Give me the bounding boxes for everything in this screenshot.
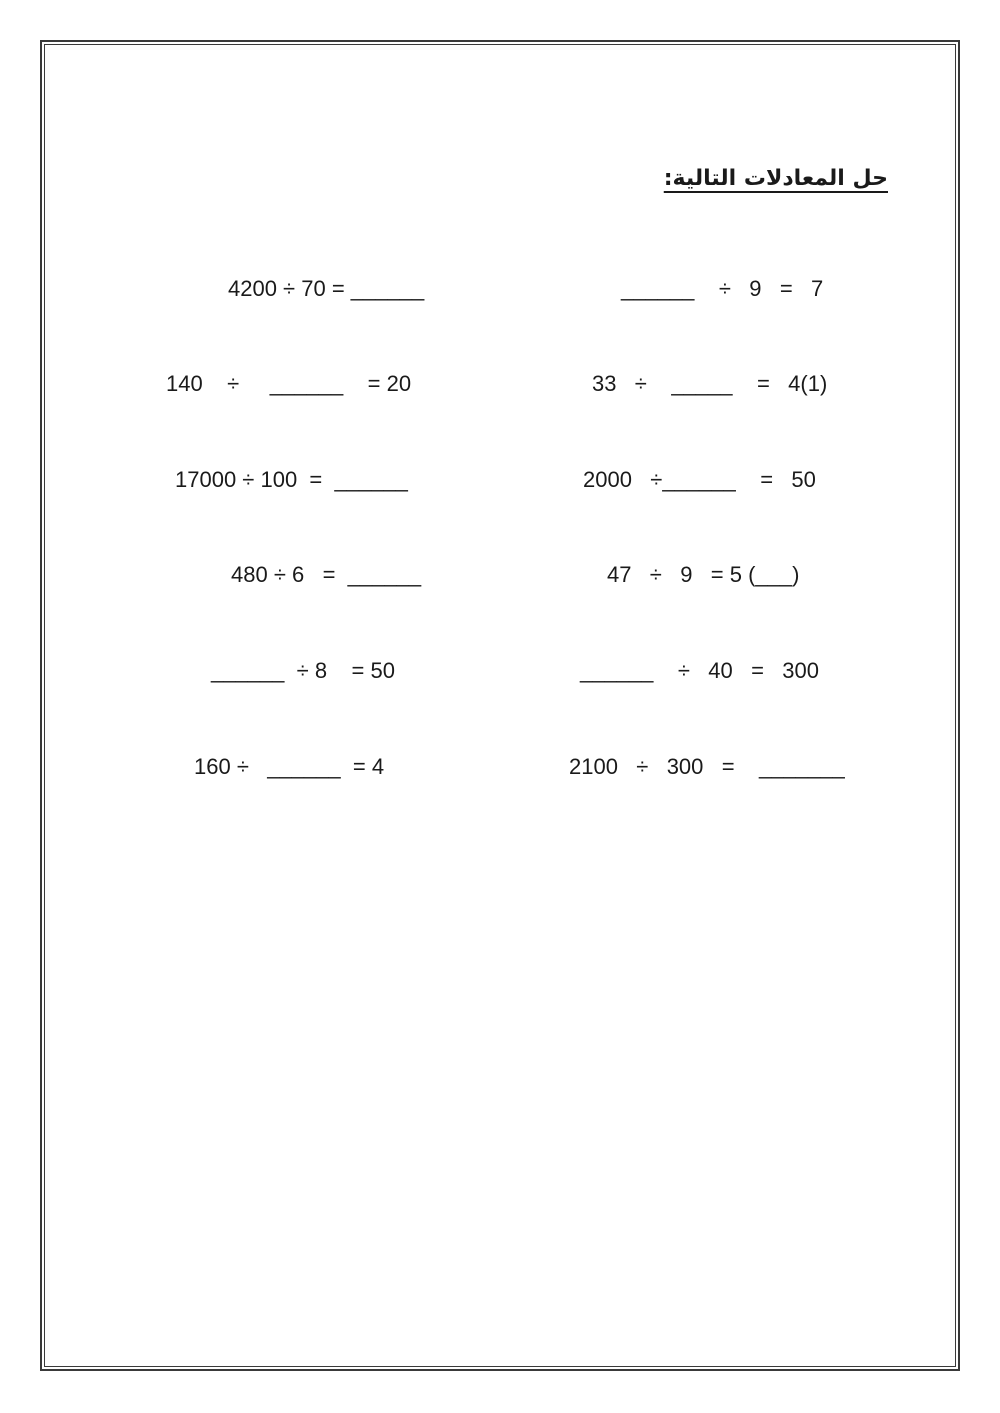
page-border-inner <box>44 44 956 1367</box>
equation-right-2: 33 ÷ _____ = 4(1) <box>592 371 828 396</box>
equation-left-6: 160 ÷ ______ = 4 <box>194 754 385 779</box>
equation-right-6: 2100 ÷ 300 = _______ <box>569 754 845 779</box>
equation-right-5: ______ ÷ 40 = 300 <box>580 658 819 683</box>
equation-left-4: 480 ÷ 6 = ______ <box>231 562 422 587</box>
equation-left-5: ______ ÷ 8 = 50 <box>211 658 395 683</box>
worksheet-title: حل المعادلات التالية: <box>663 166 888 191</box>
equation-left-3: 17000 ÷ 100 = ______ <box>175 467 408 492</box>
equation-left-2: 140 ÷ ______ = 20 <box>166 371 412 396</box>
equation-right-3: 2000 ÷______ = 50 <box>583 467 816 492</box>
equation-right-4: 47 ÷ 9 = 5 (___) <box>607 562 800 587</box>
equation-right-1: ______ ÷ 9 = 7 <box>621 276 824 301</box>
equation-left-1: 4200 ÷ 70 = ______ <box>228 276 425 301</box>
